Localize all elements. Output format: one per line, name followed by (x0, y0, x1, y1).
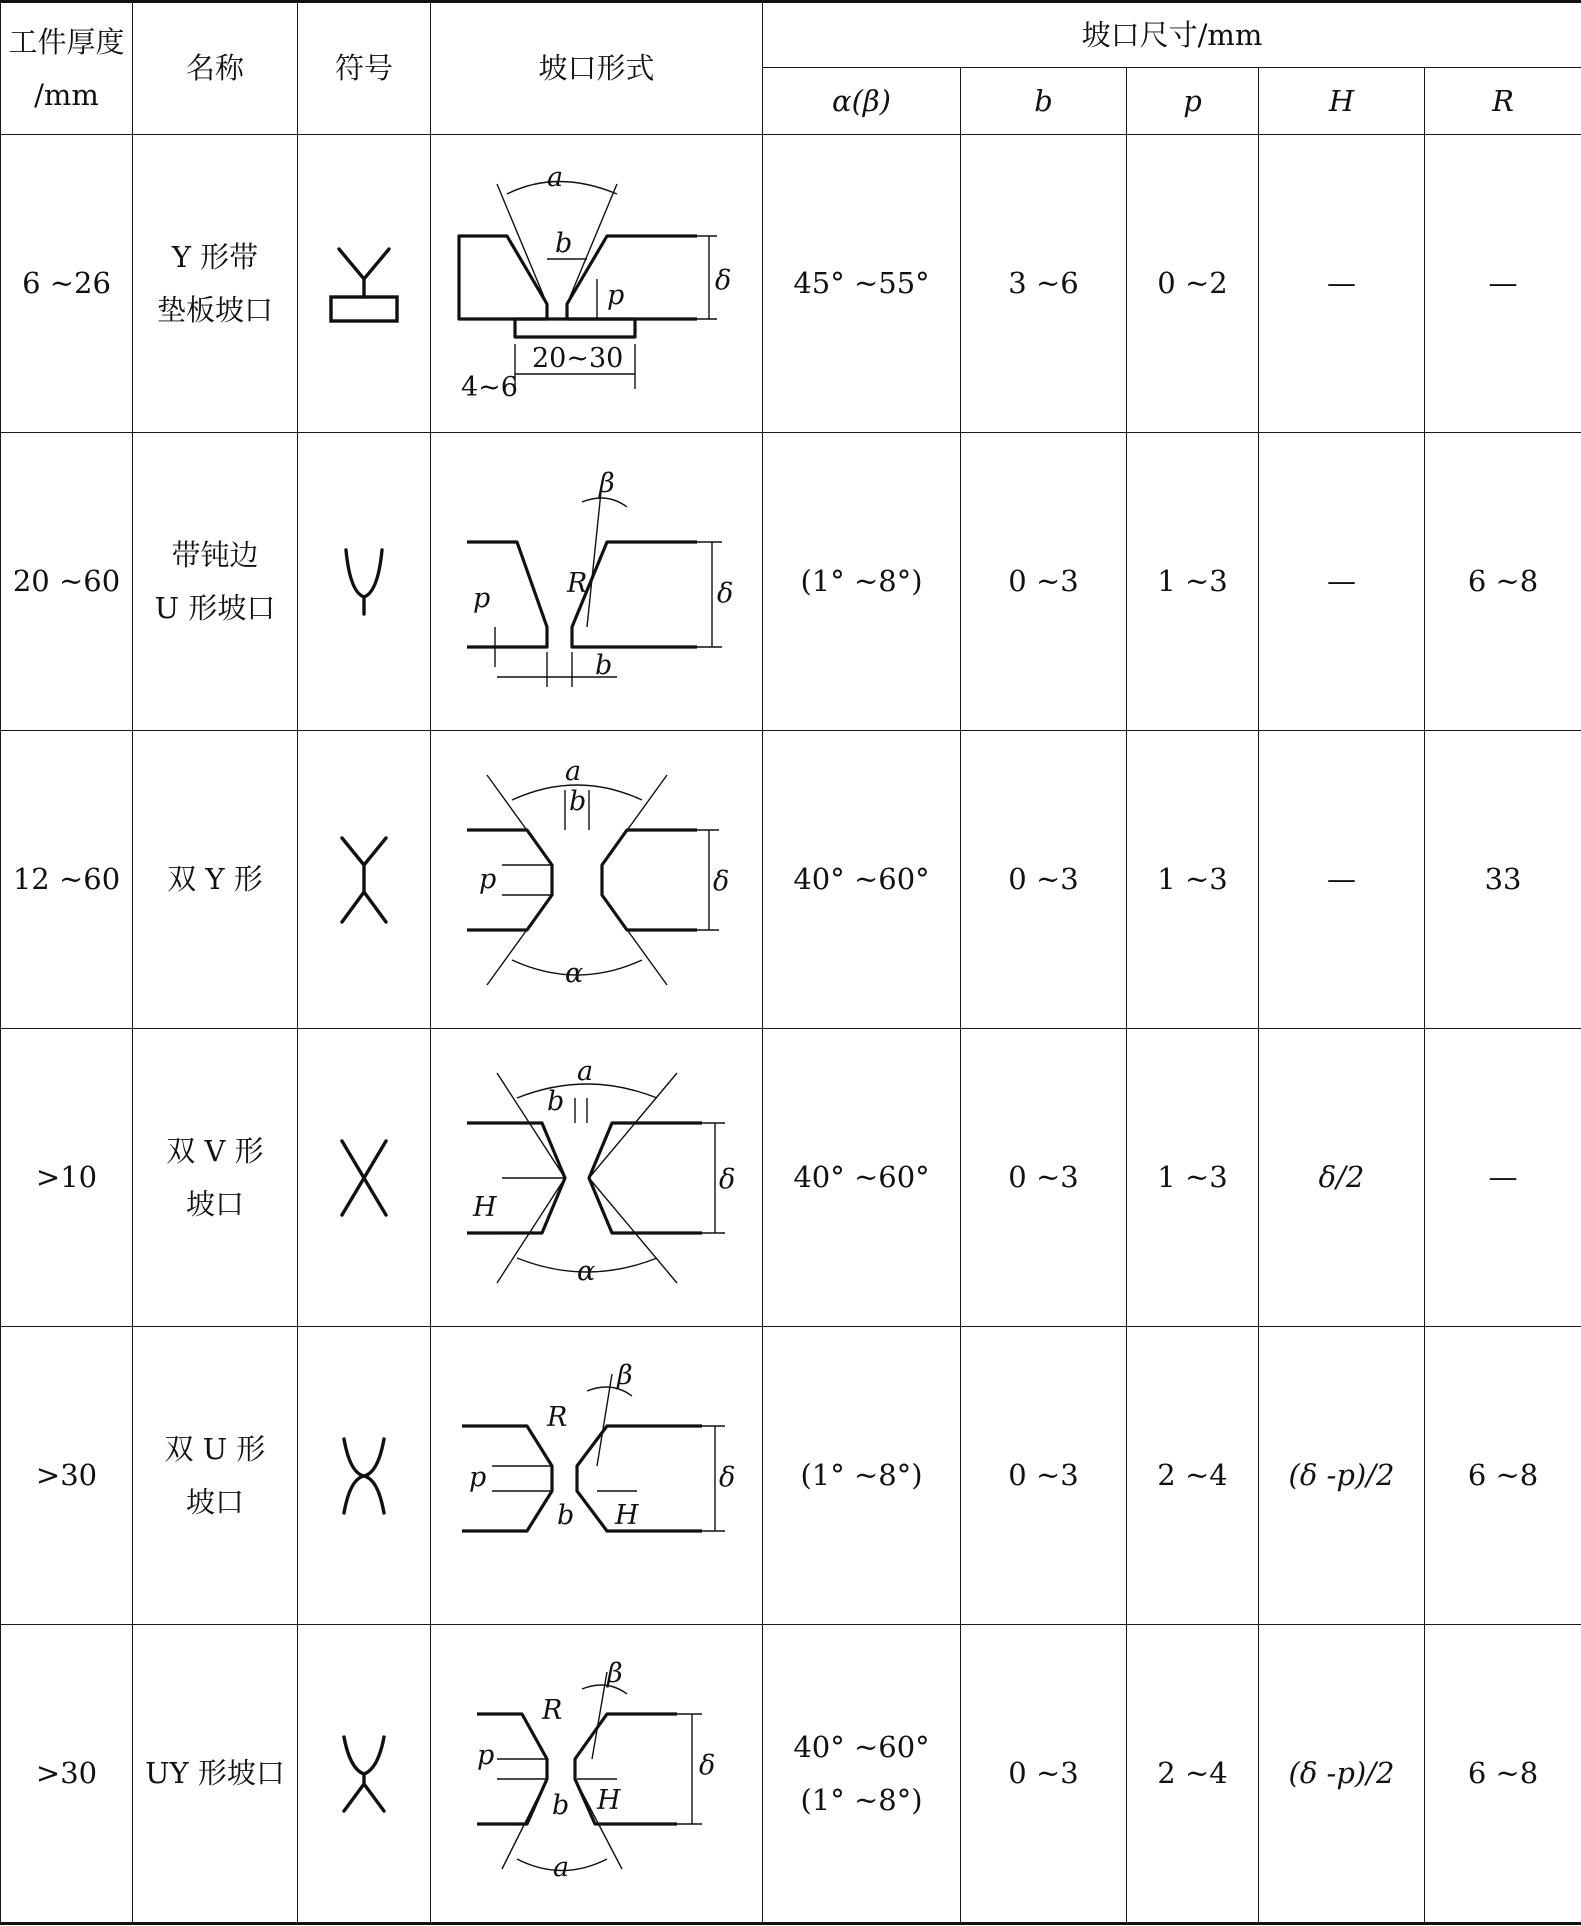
R-cell: — (1425, 135, 1581, 433)
fig-label-alpha: α (576, 1255, 595, 1287)
symbol-cell (298, 1625, 431, 1924)
thickness-cell: 6 ~26 (1, 135, 133, 433)
table-row (1, 1625, 1581, 1924)
p-cell: 1 ~3 (1127, 433, 1259, 731)
R-cell: 6 ~8 (1425, 1327, 1581, 1625)
fig-label-p: p (468, 1461, 486, 1493)
u-groove-figure (447, 462, 747, 702)
header-form: 坡口形式 (431, 2, 763, 135)
figure-cell (431, 1029, 763, 1327)
fig-label-delta: δ (714, 264, 731, 296)
H-cell: (δ -p)/2 (1259, 1327, 1425, 1625)
symbol-cell (298, 433, 431, 731)
b-cell: 3 ~6 (961, 135, 1127, 433)
b-cell: 0 ~3 (961, 1029, 1127, 1327)
table-row (1, 1029, 1581, 1327)
p-cell: 1 ~3 (1127, 731, 1259, 1029)
header-R: R (1425, 68, 1581, 135)
H-cell: — (1259, 135, 1425, 433)
fig-label-p: p (478, 863, 496, 895)
b-cell: 0 ~3 (961, 731, 1127, 1029)
fig-label-b: b (568, 785, 586, 817)
thickness-cell: >30 (1, 1625, 133, 1924)
fig-label-H: H (472, 1191, 497, 1223)
p-cell: 2 ~4 (1127, 1327, 1259, 1625)
fig-label-p: p (472, 582, 490, 614)
fig-label-b: b (556, 1499, 574, 1531)
fig-label-delta: δ (712, 865, 729, 897)
y-groove-backing-figure (447, 164, 747, 404)
R-cell: 33 (1425, 731, 1581, 1029)
fig-label-H: H (596, 1784, 621, 1816)
table-row (1, 433, 1581, 731)
fig-label-R: R (566, 567, 587, 599)
y-groove-with-backing-symbol-icon (324, 239, 404, 329)
thickness-cell: >10 (1, 1029, 133, 1327)
fig-label-a: a (552, 1851, 569, 1883)
fig-label-R: R (546, 1401, 567, 1433)
fig-label-beta: β (616, 1359, 633, 1391)
double-u-groove-symbol-icon (334, 1431, 394, 1521)
alpha-cell: 40° ~60° (763, 731, 961, 1029)
fig-label-b: b (554, 227, 572, 259)
name-cell: 双 Y 形 (133, 731, 298, 1029)
header-alpha: α(β) (763, 68, 961, 135)
p-cell: 0 ~2 (1127, 135, 1259, 433)
R-cell: — (1425, 1029, 1581, 1327)
H-cell: — (1259, 731, 1425, 1029)
double-v-groove-symbol-icon (334, 1133, 394, 1223)
fig-label-backing-gap: 4~6 (460, 371, 518, 403)
table-row (1, 135, 1581, 433)
header-p: p (1127, 68, 1259, 135)
p-cell: 1 ~3 (1127, 1029, 1259, 1327)
figure-cell (431, 731, 763, 1029)
fig-label-delta: δ (718, 1461, 735, 1493)
R-cell: 6 ~8 (1425, 433, 1581, 731)
fig-label-b: b (546, 1085, 564, 1117)
figure-cell (431, 433, 763, 731)
symbol-cell (298, 1029, 431, 1327)
b-cell: 0 ~3 (961, 433, 1127, 731)
name-cell: Y 形带 垫板坡口 (133, 135, 298, 433)
thickness-cell: >30 (1, 1327, 133, 1625)
double-y-groove-figure (447, 760, 747, 1000)
H-cell: — (1259, 433, 1425, 731)
alpha-cell: 45° ~55° (763, 135, 961, 433)
fig-label-a: a (546, 163, 563, 193)
symbol-cell (298, 135, 431, 433)
symbol-cell (298, 731, 431, 1029)
thickness-cell: 12 ~60 (1, 731, 133, 1029)
fig-label-a: a (564, 759, 581, 787)
alpha-cell: 40° ~60° (763, 1029, 961, 1327)
R-cell: 6 ~8 (1425, 1625, 1581, 1924)
H-cell: δ/2 (1259, 1029, 1425, 1327)
name-cell: 带钝边 U 形坡口 (133, 433, 298, 731)
fig-label-beta: β (606, 1657, 623, 1689)
name-cell: UY 形坡口 (133, 1625, 298, 1924)
fig-label-p: p (606, 279, 624, 311)
fig-label-beta: β (598, 467, 615, 499)
header-dims: 坡口尺寸/mm (763, 2, 1581, 68)
b-cell: 0 ~3 (961, 1625, 1127, 1924)
H-cell: (δ -p)/2 (1259, 1625, 1425, 1924)
fig-label-delta: δ (716, 577, 733, 609)
fig-label-alpha: α (564, 957, 583, 989)
alpha-cell: (1° ~8°) (763, 433, 961, 731)
fig-label-backing-width: 20~30 (531, 342, 623, 374)
uy-groove-figure (447, 1654, 747, 1894)
figure-cell (431, 1327, 763, 1625)
fig-label-b: b (594, 649, 612, 681)
p-cell: 2 ~4 (1127, 1625, 1259, 1924)
header-H: H (1259, 68, 1425, 135)
figure-cell (431, 135, 763, 433)
table-row (1, 1327, 1581, 1625)
uy-groove-symbol-icon (334, 1729, 394, 1819)
figure-cell (431, 1625, 763, 1924)
fig-label-delta: δ (698, 1749, 715, 1781)
fig-label-R: R (541, 1694, 562, 1726)
double-v-groove-figure (447, 1058, 747, 1298)
u-groove-symbol-icon (334, 542, 394, 622)
double-y-groove-symbol-icon (334, 830, 394, 930)
name-cell: 双 U 形 坡口 (133, 1327, 298, 1625)
thickness-cell: 20 ~60 (1, 433, 133, 731)
alpha-cell: 40° ~60° (1° ~8°) (763, 1625, 961, 1924)
fig-label-delta: δ (718, 1163, 735, 1195)
name-cell: 双 V 形 坡口 (133, 1029, 298, 1327)
alpha-cell: (1° ~8°) (763, 1327, 961, 1625)
fig-label-p: p (476, 1739, 494, 1771)
header-name: 名称 (133, 2, 298, 135)
double-u-groove-figure (447, 1356, 747, 1596)
header-thickness: 工件厚度 /mm (1, 2, 133, 135)
table-row (1, 731, 1581, 1029)
symbol-cell (298, 1327, 431, 1625)
fig-label-H: H (614, 1499, 639, 1531)
fig-label-a: a (576, 1057, 593, 1087)
header-symbol: 符号 (298, 2, 431, 135)
header-b: b (961, 68, 1127, 135)
b-cell: 0 ~3 (961, 1327, 1127, 1625)
fig-label-b: b (551, 1789, 569, 1821)
